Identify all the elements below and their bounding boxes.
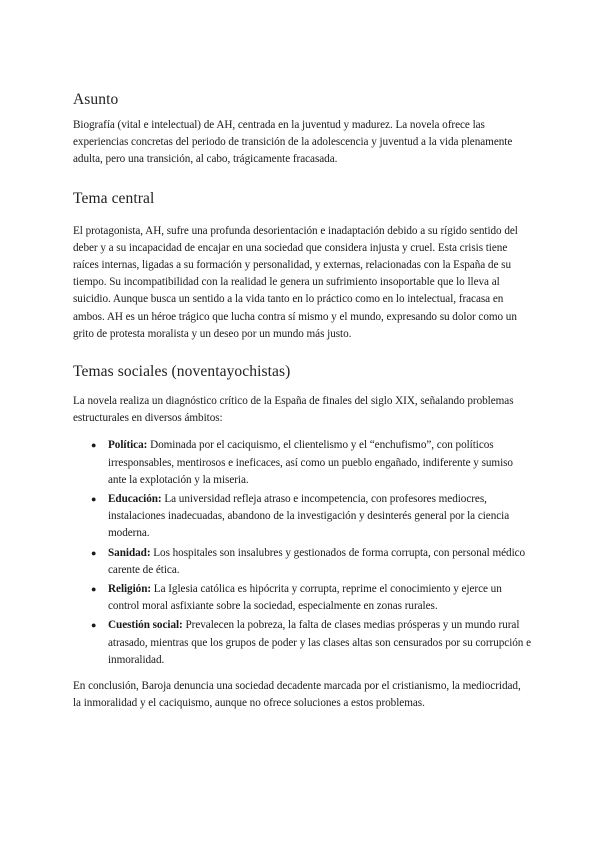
list-item-text: La universidad refleja atraso e incompetencia, con profesores mediocres, instalaciones inadecuadas, abandono de la investigación y desinterés general por la ciencia moderna. bbox=[108, 493, 510, 540]
paragraph-asunto: Biografía (vital e intelectual) de AH, centrada en la juventud y madurez. La novela ofrece las experiencias concretas del periodo de transición de la adolescencia y juventud a la vida plenamente adulta, pero una transición, al cabo, trágicamente fracasada. bbox=[73, 119, 513, 166]
bullet-icon: ● bbox=[91, 584, 97, 595]
list-item-text: Los hospitales son insalubres y gestionados de forma corrupta, con personal médico carente de ética. bbox=[108, 546, 526, 576]
bullet-icon: ● bbox=[91, 440, 97, 451]
list-item-term: Política: bbox=[108, 439, 148, 452]
list-item-text: Dominada por el caciquismo, el clientelismo y el “enchufismo”, con políticos irresponsables, mentirosos e ineficaces, así como un pueblo engañado, indiferente y sumiso ante la explotación y la miseria. bbox=[108, 439, 513, 486]
list-item-text: Prevalecen la pobreza, la falta de clases medias prósperas y un mundo rural atrasado, mientras que los grupos de poder y las clases altas son censurados por su corrupción e inmoralidad. bbox=[108, 619, 532, 666]
list-item-term: Sanidad: bbox=[108, 546, 151, 559]
list-item-religion bbox=[91, 581, 531, 615]
list-item-politica bbox=[91, 437, 531, 489]
list-item-text: La Iglesia católica es hipócrita y corrupta, reprime el conocimiento y ejerce un control moral asfixiante sobre la sociedad, especialmente en zonas rurales. bbox=[108, 583, 502, 613]
list-item-cuestion-social bbox=[91, 617, 532, 669]
list-item-term: Religión: bbox=[108, 583, 152, 596]
paragraph-temas-sociales-intro: La novela realiza un diagnóstico crítico de la España de finales del siglo XIX, señalando problemas estructurales en diversos ámbitos: bbox=[73, 395, 514, 425]
heading-temas-sociales: Temas sociales (noventayochistas) bbox=[73, 363, 291, 381]
list-item-educacion bbox=[91, 491, 531, 543]
list-item-term: Educación: bbox=[108, 493, 162, 506]
heading-asunto: Asunto bbox=[73, 91, 119, 108]
heading-tema-central: Tema central bbox=[73, 189, 155, 207]
bullet-icon: ● bbox=[91, 620, 97, 631]
temas-sociales-list bbox=[73, 437, 531, 669]
list-item-term: Cuestión social: bbox=[108, 619, 183, 632]
paragraph-tema-central: El protagonista, AH, sufre una profunda desorientación e inadaptación debido a su rígido sentido del deber y a su incapacidad de encajar en una sociedad que considera injusta y cruel. Esta crisis tiene raíces internas, ligadas a su formación y personalidad, y externas, relacionadas con la España de su tiempo. Su incompatibilidad con la realidad le genera un sufrimiento insoportable que lo lleva al suicidio. Aunque busca un sentido a la vida tanto en lo práctico como en lo intelectual, fracasa en ambos. AH es un héroe trágico que lucha contra sí mismo y el mundo, expresando su dolor como un grito de protesta moralista y un deseo por un mundo más justo. bbox=[73, 224, 518, 340]
bullet-icon: ● bbox=[91, 494, 97, 505]
document-page bbox=[73, 90, 531, 712]
list-item-sanidad bbox=[91, 545, 531, 579]
paragraph-conclusion: En conclusión, Baroja denuncia una sociedad decadente marcada por el cristianismo, la mediocridad, la inmoralidad y el caciquismo, aunque no ofrece soluciones a estos problemas. bbox=[73, 680, 521, 710]
bullet-icon: ● bbox=[91, 547, 97, 558]
